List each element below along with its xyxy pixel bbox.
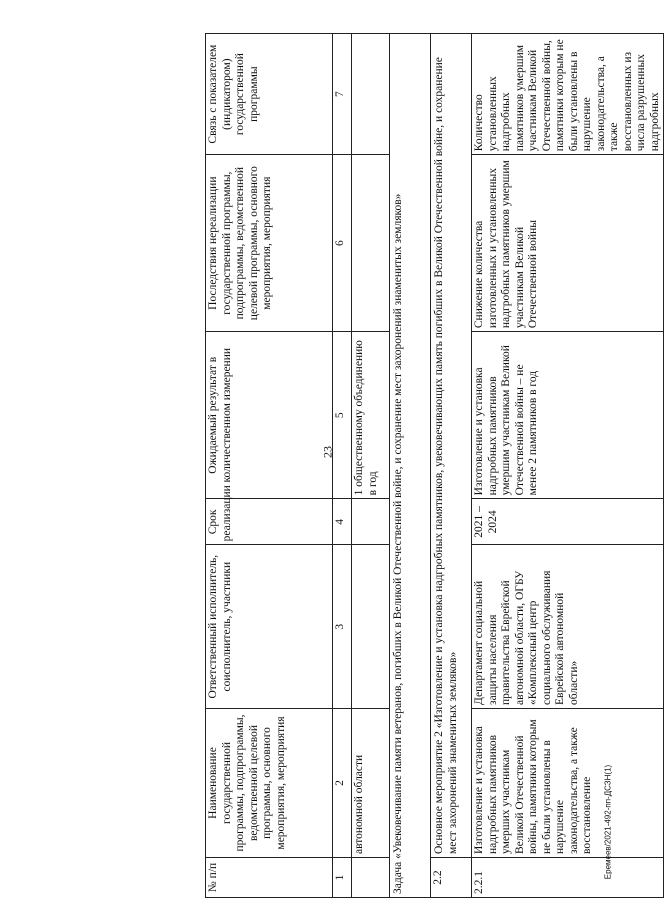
header-cell-period: Срок реализации bbox=[206, 499, 333, 545]
header-cell-consequence: Последствия нереализации государственной программы, подпрограммы, ведомственной целевой программы, основного мероприятия, мероприятия bbox=[206, 155, 333, 332]
program-table bbox=[205, 33, 664, 898]
header-cell-executor: Ответственный исполнитель, соисполнитель, участники bbox=[206, 545, 333, 709]
cell-name: автономной области bbox=[352, 708, 390, 857]
column-number: 6 bbox=[333, 155, 352, 332]
cell-result: 1 общественному объединению в год bbox=[352, 332, 390, 499]
table-row bbox=[472, 34, 664, 898]
main-event-number: 2.2 bbox=[431, 858, 472, 898]
event-indicator: Количество установленных надгробных памятников умершим участникам Великой Отечественной войны, памятники которым не были установлены в нарушение законодательства, а также восстановленных из числа разрушенных надгробных bbox=[472, 34, 664, 155]
cell-empty bbox=[352, 155, 390, 332]
column-number: 3 bbox=[333, 545, 352, 709]
task-cell: Задача «Увековечивание памяти ветеранов, погибших в Великой Отечественной войне, и сохранение мест захоронений знаменитых земляков» bbox=[390, 34, 431, 898]
main-event-row bbox=[431, 34, 472, 898]
task-row bbox=[390, 34, 431, 898]
column-number: 4 bbox=[333, 499, 352, 545]
column-number: 7 bbox=[333, 34, 352, 155]
column-number: 1 bbox=[333, 858, 352, 898]
column-number: 2 bbox=[333, 708, 352, 857]
header-row bbox=[206, 34, 333, 898]
event-executor: Департамент социальной защиты населения правительства Еврейской автономной области, ОГБУ «Комплексный центр социального обслуживания Еврейской автономной области» bbox=[472, 545, 664, 709]
cell-empty bbox=[352, 858, 390, 898]
main-event-text: Основное мероприятие 2 «Изготовление и установка надгробных памятников, увековечивающих память погибших в Великой Отечественной войне, и сохранение мест захоронений знаменитых земляков» bbox=[431, 34, 472, 858]
cell-empty bbox=[352, 545, 390, 709]
header-cell-result: Ожидаемый результат в количественном измерении bbox=[206, 332, 333, 499]
cell-empty bbox=[352, 34, 390, 155]
header-cell-name: Наименование государственной программы, подпрограммы, ведомственной целевой программы, основного мероприятия, мероприятия bbox=[206, 708, 333, 857]
page-number: 23 bbox=[320, 446, 335, 458]
column-number: 5 bbox=[333, 332, 352, 499]
event-name: Изготовление и установка надгробных памятников умерших участникам Великой Отечественной войны, памятники которым не были установлены в нарушение законодательства, а также восстановление bbox=[472, 708, 664, 857]
column-number-row bbox=[333, 34, 352, 898]
table-row bbox=[352, 34, 390, 898]
document-footer: Еремеев/2021-492-пп-ДСЗН(1) bbox=[603, 764, 613, 880]
cell-empty bbox=[352, 499, 390, 545]
event-consequence: Снижение количества изготовленных и установленных надгробных памятников умершим участникам Великой Отечественной войны bbox=[472, 155, 664, 332]
header-cell-number: № п/п bbox=[206, 858, 333, 898]
event-result: Изготовление и установка надгробных памятников умершим участникам Великой Отечественной войны – не менее 2 памятников в год bbox=[472, 332, 664, 499]
header-cell-indicator: Связь с показателем (индикатором) государственной программы bbox=[206, 34, 333, 155]
event-number: 2.2.1 bbox=[472, 858, 664, 898]
event-period: 2021 – 2024 bbox=[472, 499, 664, 545]
